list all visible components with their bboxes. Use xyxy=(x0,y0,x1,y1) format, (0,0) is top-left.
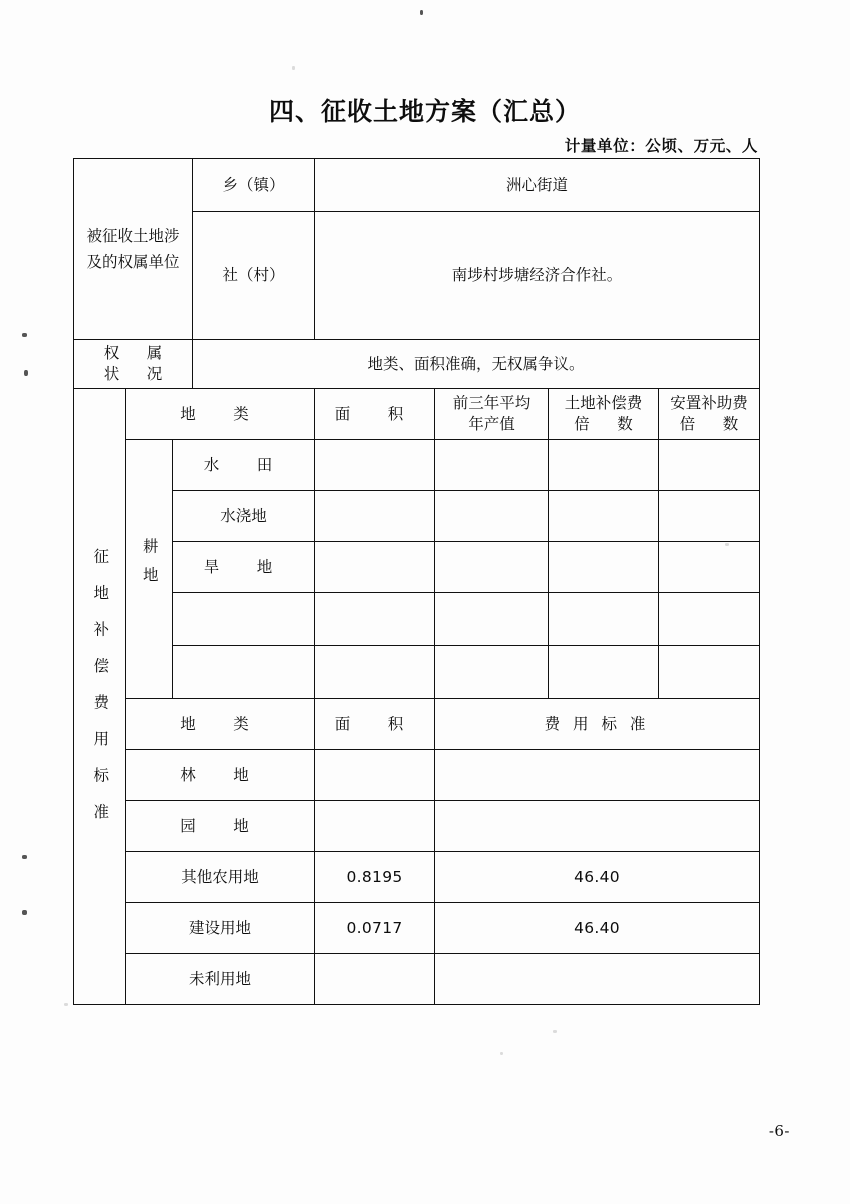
table-row-other-agricultural-land xyxy=(74,852,760,903)
village-label: 社（村） xyxy=(193,212,315,340)
scan-speck xyxy=(24,370,28,376)
page-title: 四、征收土地方案（汇总） xyxy=(268,97,581,126)
fee-standard-value xyxy=(435,750,760,801)
land-acquisition-table xyxy=(73,158,759,1005)
village-value: 南埗村埗塘经济合作社。 xyxy=(315,212,760,340)
avg-yield-value xyxy=(435,646,549,699)
page-number: -6- xyxy=(768,1122,790,1140)
table-row-dry-land xyxy=(74,542,760,593)
land-type-name: 旱 地 xyxy=(173,542,315,593)
table-row-construction-land xyxy=(74,903,760,954)
table-row-unused-land xyxy=(74,954,760,1005)
table-header-compensation-1 xyxy=(74,389,760,440)
land-comp-value xyxy=(549,542,659,593)
scan-speck xyxy=(22,855,27,859)
table-row-paddy-field xyxy=(74,440,760,491)
land-comp-value xyxy=(549,646,659,699)
land-type-name: 水 田 xyxy=(173,440,315,491)
land-area-value xyxy=(315,491,435,542)
land-area-value xyxy=(315,542,435,593)
land-area-value: 0.8195 xyxy=(315,852,435,903)
land-type-name: 水浇地 xyxy=(173,491,315,542)
ownership-status-value: 地类、面积准确，无权属争议。 xyxy=(193,340,760,389)
land-comp-value xyxy=(549,593,659,646)
land-comp-value xyxy=(549,440,659,491)
township-value: 洲心街道 xyxy=(315,159,760,212)
fee-standard-value xyxy=(435,801,760,852)
scan-speck xyxy=(420,10,423,15)
scan-speck xyxy=(64,1003,68,1006)
scan-speck xyxy=(500,1052,503,1055)
land-type-name: 林 地 xyxy=(126,750,315,801)
land-area-value xyxy=(315,801,435,852)
land-type-name: 未利用地 xyxy=(126,954,315,1005)
header-fee-standard: 费 用 标 准 xyxy=(435,699,760,750)
ownership-status-label: 权 属 状 况 xyxy=(74,340,193,389)
table-row-ownership-status xyxy=(74,340,760,389)
header-resettlement-multiple: 安置补助费 倍 数 xyxy=(659,389,760,440)
land-area-value: 0.0717 xyxy=(315,903,435,954)
compensation-vertical-label: 征地补偿费用标准 xyxy=(74,389,126,1005)
resettle-value xyxy=(659,440,760,491)
header-land-type-1: 地 类 xyxy=(126,389,315,440)
land-type-name: 其他农用地 xyxy=(126,852,315,903)
measurement-unit-note: 计量单位：公顷、万元、人 xyxy=(564,137,758,155)
avg-yield-value xyxy=(435,491,549,542)
table-row-blank-2 xyxy=(74,646,760,699)
land-area-value xyxy=(315,646,435,699)
table-row-township xyxy=(74,159,760,212)
table-row-blank-1 xyxy=(74,593,760,646)
land-comp-value xyxy=(549,491,659,542)
cultivated-land-label: 耕地 xyxy=(126,440,173,699)
header-area-1: 面 积 xyxy=(315,389,435,440)
header-area-2: 面 积 xyxy=(315,699,435,750)
table-row-forest-land xyxy=(74,750,760,801)
land-area-value xyxy=(315,440,435,491)
fee-standard-value xyxy=(435,954,760,1005)
scan-speck xyxy=(22,910,27,915)
land-area-value xyxy=(315,954,435,1005)
land-area-value xyxy=(315,593,435,646)
table-header-compensation-2 xyxy=(74,699,760,750)
resettle-value xyxy=(659,593,760,646)
resettle-value xyxy=(659,646,760,699)
land-type-name xyxy=(173,646,315,699)
ownership-row-label: 被征收土地涉及的权属单位 xyxy=(74,159,193,340)
land-area-value xyxy=(315,750,435,801)
header-avg-yield: 前三年平均 年产值 xyxy=(435,389,549,440)
scan-speck xyxy=(292,66,295,70)
avg-yield-value xyxy=(435,542,549,593)
scan-speck xyxy=(553,1030,557,1033)
land-type-name xyxy=(173,593,315,646)
scan-speck xyxy=(22,333,27,337)
township-label: 乡（镇） xyxy=(193,159,315,212)
land-type-name: 建设用地 xyxy=(126,903,315,954)
avg-yield-value xyxy=(435,440,549,491)
fee-standard-value: 46.40 xyxy=(435,903,760,954)
resettle-value xyxy=(659,542,760,593)
header-land-type-2: 地 类 xyxy=(126,699,315,750)
avg-yield-value xyxy=(435,593,549,646)
table-row-garden-land xyxy=(74,801,760,852)
resettle-value xyxy=(659,491,760,542)
land-type-name: 园 地 xyxy=(126,801,315,852)
fee-standard-value: 46.40 xyxy=(435,852,760,903)
table-row-irrigated-land xyxy=(74,491,760,542)
header-land-compensation-multiple: 土地补偿费 倍 数 xyxy=(549,389,659,440)
